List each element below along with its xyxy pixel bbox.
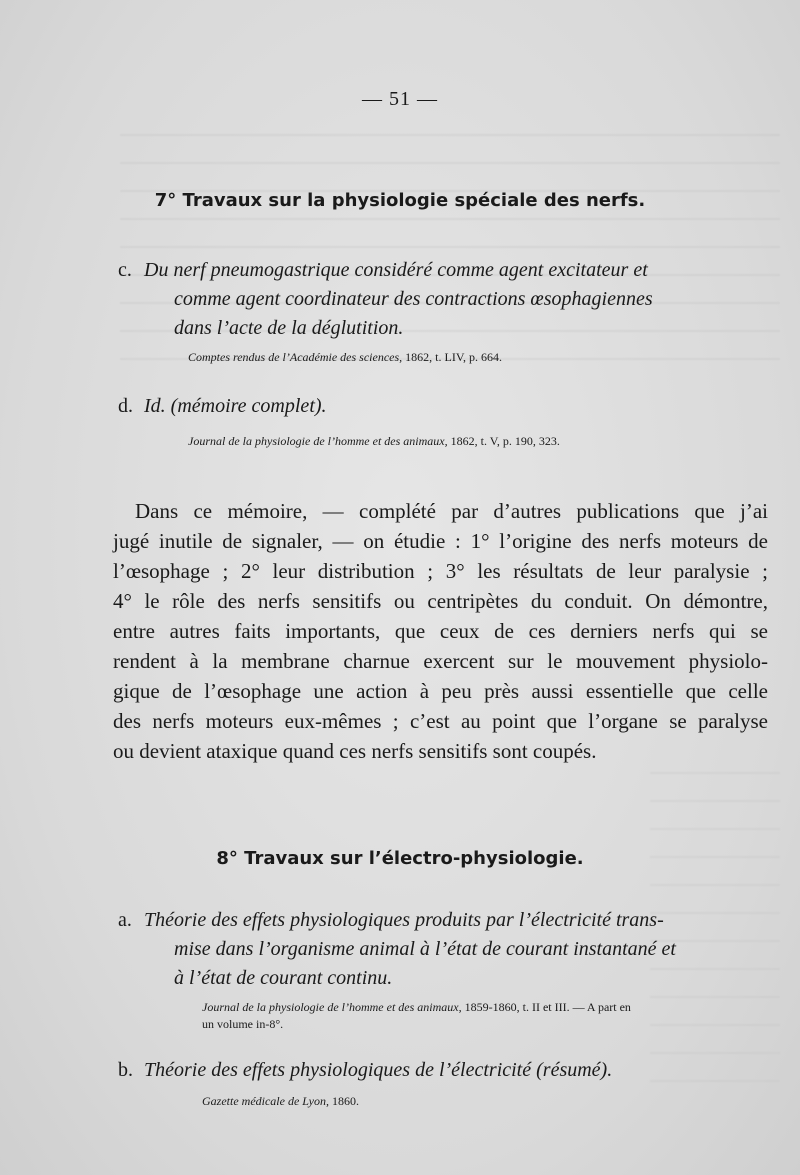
section-7-title: 7° Travaux sur la physiologie spéciale des nerfs. <box>154 190 646 211</box>
entry-b-letter: b. <box>118 1059 133 1081</box>
entry-c-title-line: dans l’acte de la déglutition. <box>174 317 404 339</box>
entry-c <box>118 256 768 366</box>
entry-a-reference <box>118 999 768 1033</box>
entry-c-title-line: Du nerf pneumogastrique considéré comme agent excitateur et <box>144 259 648 281</box>
entry-a-title-line: à l’état de courant continu. <box>174 967 393 989</box>
entry-d-reference <box>118 433 768 450</box>
entry-a-title-line: Théorie des effets physiologiques produits par l’électricité trans- <box>144 909 664 931</box>
body-line: entre autres faits importants, que ceux de ces derniers nerfs qui se <box>113 619 768 643</box>
entry-d-title-text: Id. (mémoire complet). <box>144 395 327 417</box>
entry-c-title-line: comme agent coordinateur des contractions œsophagiennes <box>174 288 653 310</box>
entry-b-title-text: Théorie des effets physiologiques de l’électricité (résumé). <box>144 1059 613 1081</box>
entry-a-title <box>118 906 768 993</box>
entry-a-letter: a. <box>118 909 132 931</box>
body-line: jugé inutile de signaler, — on étudie : 1° l’origine des nerfs moteurs de <box>113 529 768 553</box>
body-line: rendent à la membrane charnue exercent sur le mouvement physiolo- <box>113 649 768 673</box>
entry-b-ref-source: Gazette médicale de Lyon, <box>202 1094 329 1108</box>
body-line: l’œsophage ; 2° leur distribution ; 3° les résultats de leur paralysie ; <box>113 559 768 583</box>
entry-c-ref-source: Comptes rendus de l’Académie des sciences, <box>188 350 403 364</box>
body-line: gique de l’œsophage une action à peu près aussi essentielle que celle <box>113 679 768 703</box>
entry-b-title <box>118 1056 768 1085</box>
entry-a <box>118 906 768 1033</box>
entry-a-ref-source: Journal de la physiologie de l’homme et des animaux, <box>202 1000 462 1014</box>
entry-b-ref-details: 1860. <box>328 1094 359 1108</box>
body-line: ou devient ataxique quand ces nerfs sensitifs sont coupés. <box>113 739 597 763</box>
entry-c-letter: c. <box>118 259 132 281</box>
entry-c-title <box>118 256 768 343</box>
section-8-title: 8° Travaux sur l’électro-physiologie. <box>216 848 584 869</box>
page-number: — 51 — <box>362 88 438 110</box>
entry-d-letter: d. <box>118 395 133 417</box>
entry-d-ref-details: 1862, t. V, p. 190, 323. <box>447 434 560 448</box>
entry-d-title <box>118 392 768 421</box>
entry-c-reference <box>118 349 768 366</box>
body-paragraph <box>113 496 768 766</box>
entry-d-ref-source: Journal de la physiologie de l’homme et des animaux, <box>188 434 448 448</box>
body-line: 4° le rôle des nerfs sensitifs ou centripètes du conduit. On démontre, <box>113 589 768 613</box>
body-line: Dans ce mémoire, — complété par d’autres publications que j’ai <box>135 499 768 523</box>
entry-a-ref-line2: un volume in-8°. <box>202 1017 284 1031</box>
body-line: des nerfs moteurs eux-mêmes ; c’est au point que l’organe se paralyse <box>113 709 768 733</box>
entry-c-ref-details: 1862, t. LIV, p. 664. <box>402 350 502 364</box>
entry-b-reference <box>118 1093 768 1110</box>
entry-a-title-line: mise dans l’organisme animal à l’état de courant instantané et <box>174 938 676 960</box>
entry-b <box>118 1056 768 1110</box>
entry-a-ref-details: 1859-1860, t. II et III. — A part en <box>461 1000 631 1014</box>
entry-d <box>118 392 768 450</box>
